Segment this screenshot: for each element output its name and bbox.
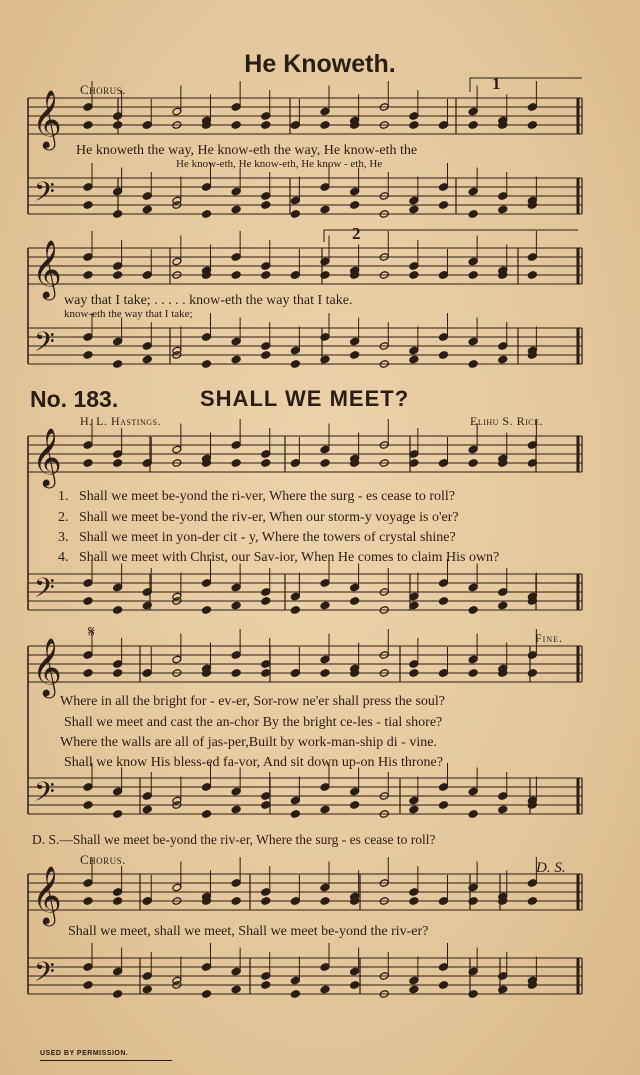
- note-head: [113, 450, 123, 459]
- ending-bracket-2: [324, 230, 578, 242]
- note-head: [113, 967, 123, 976]
- note-head: [290, 976, 300, 985]
- note-head: [231, 205, 241, 214]
- treble-clef: 𝄞: [32, 636, 62, 696]
- note-head: [498, 985, 508, 994]
- bass-clef: 𝄢: [34, 955, 55, 994]
- note-head: [142, 459, 152, 468]
- verse-text: Shall we meet in yon-der cit - y, Where the towers of crystal shine?: [79, 530, 456, 545]
- note-head: [439, 669, 449, 678]
- note-head: [409, 660, 419, 669]
- note-head: [113, 360, 123, 369]
- note-head: [320, 579, 330, 588]
- note-head: [261, 262, 271, 271]
- note-head: [439, 579, 449, 588]
- note-head: [527, 253, 537, 262]
- note-head: [290, 810, 300, 819]
- treble-clef: 𝄞: [32, 88, 62, 148]
- note-head: [409, 669, 419, 678]
- note-head: [409, 805, 419, 814]
- verse-text: Shall we meet with Christ, our Sav-ior, When He comes to claim His own?: [79, 550, 500, 565]
- note-head: [113, 888, 123, 897]
- note-head: [320, 669, 330, 678]
- note-head: [231, 253, 241, 262]
- note-head: [231, 601, 241, 610]
- hymn-title-he-knoweth: He Knoweth.: [244, 50, 396, 78]
- note-head: [261, 801, 271, 810]
- note-head: [142, 805, 152, 814]
- note-head: [83, 597, 93, 606]
- note-head: [290, 346, 300, 355]
- note-head: [409, 205, 419, 214]
- ending-bracket-1: [470, 78, 582, 92]
- verse-4-part1: [58, 550, 499, 566]
- note-head: [527, 103, 537, 112]
- ds-mark: D. S.: [536, 860, 566, 876]
- note-head: [142, 985, 152, 994]
- note-head: [261, 201, 271, 210]
- note-head: [290, 897, 300, 906]
- verse-number: 1.: [58, 489, 69, 504]
- bass-clef: 𝄢: [34, 571, 55, 610]
- note-head: [468, 669, 478, 678]
- note-head: [83, 897, 93, 906]
- verse-4-part2: Shall we know His bless-ed fa-vor, And sit down up-on His throne?: [64, 755, 443, 770]
- verse-number: 2.: [58, 510, 69, 525]
- lyrics-hymn1-line2-bass: know-eth the way that I take;: [64, 308, 193, 320]
- note-head: [290, 669, 300, 678]
- footer-rule: [40, 1060, 172, 1061]
- note-head: [409, 976, 419, 985]
- note-head: [439, 351, 449, 360]
- note-head: [261, 121, 271, 130]
- note-head: [261, 459, 271, 468]
- note-head: [350, 187, 360, 196]
- note-head: [350, 801, 360, 810]
- bass-clef: 𝄢: [34, 775, 55, 814]
- note-head: [409, 271, 419, 280]
- note-head: [261, 112, 271, 121]
- note-head: [320, 897, 330, 906]
- note-head: [142, 355, 152, 364]
- note-head: [231, 187, 241, 196]
- note-head: [409, 796, 419, 805]
- note-head: [261, 981, 271, 990]
- note-head: [320, 601, 330, 610]
- note-head: [113, 187, 123, 196]
- note-head: [409, 196, 419, 205]
- note-head: [83, 253, 93, 262]
- lyrics-hymn1-line2: way that I take; . . . . . know-eth the way that I take.: [64, 293, 353, 308]
- note-head: [113, 210, 123, 219]
- note-head: [231, 897, 241, 906]
- note-head: [202, 183, 212, 192]
- note-head: [142, 192, 152, 201]
- note-head: [350, 787, 360, 796]
- note-head: [142, 588, 152, 597]
- note-head: [290, 459, 300, 468]
- verse-3-part2: Where the walls are all of jas-per,Built by work-man-ship di - vine.: [60, 735, 437, 750]
- note-head: [113, 990, 123, 999]
- note-head: [113, 337, 123, 346]
- note-head: [172, 655, 182, 664]
- note-head: [202, 963, 212, 972]
- note-head: [439, 597, 449, 606]
- note-head: [527, 879, 537, 888]
- note-head: [290, 990, 300, 999]
- note-head: [113, 262, 123, 271]
- note-head: [527, 651, 537, 660]
- note-head: [261, 192, 271, 201]
- treble-clef: 𝄞: [32, 864, 62, 924]
- note-head: [261, 588, 271, 597]
- note-head: [320, 459, 330, 468]
- note-head: [231, 121, 241, 130]
- chorus-lyrics: Shall we meet, shall we meet, Shall we meet be-yond the riv-er?: [68, 924, 429, 939]
- note-head: [261, 450, 271, 459]
- note-head: [468, 583, 478, 592]
- note-head: [320, 121, 330, 130]
- note-head: [468, 257, 478, 266]
- note-head: [439, 897, 449, 906]
- note-head: [439, 271, 449, 280]
- note-head: [83, 651, 93, 660]
- note-head: [350, 981, 360, 990]
- note-head: [290, 271, 300, 280]
- note-head: [231, 805, 241, 814]
- note-head: [83, 183, 93, 192]
- note-head: [468, 271, 478, 280]
- note-head: [202, 606, 212, 615]
- note-head: [409, 262, 419, 271]
- note-head: [83, 333, 93, 342]
- note-head: [498, 588, 508, 597]
- note-head: [290, 196, 300, 205]
- note-head: [439, 459, 449, 468]
- note-head: [320, 655, 330, 664]
- note-head: [261, 597, 271, 606]
- note-head: [83, 963, 93, 972]
- note-head: [290, 360, 300, 369]
- note-head: [468, 787, 478, 796]
- note-head: [142, 897, 152, 906]
- note-head: [350, 201, 360, 210]
- note-head: [468, 606, 478, 615]
- note-head: [113, 897, 123, 906]
- note-head: [202, 990, 212, 999]
- hymn-composer: Elihu S. Rice.: [470, 414, 543, 428]
- segno-mark: 𝄋: [88, 624, 95, 641]
- note-head: [409, 985, 419, 994]
- note-head: [498, 355, 508, 364]
- note-head: [468, 655, 478, 664]
- note-head: [527, 271, 537, 280]
- verse-3-part1: [58, 530, 456, 546]
- note-head: [468, 121, 478, 130]
- note-head: [350, 337, 360, 346]
- note-head: [350, 351, 360, 360]
- verse-2-part2: Shall we meet and cast the an-chor By the bright ce-les - tial shore?: [64, 715, 443, 730]
- note-head: [290, 592, 300, 601]
- verse-text: Shall we meet be-yond the ri-ver, Where the surg - es cease to roll?: [79, 489, 456, 504]
- note-head: [439, 121, 449, 130]
- note-head: [468, 337, 478, 346]
- note-head: [290, 606, 300, 615]
- note-head: [439, 963, 449, 972]
- note-head: [439, 783, 449, 792]
- bass-clef: 𝄢: [34, 175, 55, 214]
- note-head: [498, 205, 508, 214]
- note-head: [320, 183, 330, 192]
- note-head: [439, 201, 449, 210]
- note-head: [113, 271, 123, 280]
- note-head: [409, 121, 419, 130]
- note-head: [83, 879, 93, 888]
- lyrics-hymn1-line1-bass: He know-eth, He know-eth, He know - eth, He: [176, 158, 383, 170]
- verse-1-part1: [58, 489, 455, 505]
- treble-clef: 𝄞: [32, 426, 62, 486]
- note-head: [83, 981, 93, 990]
- note-head: [83, 459, 93, 468]
- verse-1-part2: Where in all the bright for - ev-er, Sor-row ne'er shall press the soul?: [60, 694, 445, 709]
- note-head: [261, 660, 271, 669]
- note-head: [142, 342, 152, 351]
- note-head: [320, 783, 330, 792]
- note-head: [231, 787, 241, 796]
- note-head: [231, 355, 241, 364]
- note-head: [142, 205, 152, 214]
- note-head: [113, 606, 123, 615]
- note-head: [439, 801, 449, 810]
- note-head: [202, 210, 212, 219]
- ending-2-marker: 2: [352, 224, 361, 243]
- note-head: [113, 112, 123, 121]
- note-head: [409, 897, 419, 906]
- note-head: [320, 445, 330, 454]
- note-head: [83, 201, 93, 210]
- note-head: [231, 879, 241, 888]
- fine-mark: Fine.: [535, 631, 564, 645]
- note-head: [468, 445, 478, 454]
- note-head: [439, 183, 449, 192]
- treble-clef: 𝄞: [32, 238, 62, 298]
- note-head: [498, 792, 508, 801]
- verse-number: 4.: [58, 550, 69, 565]
- note-head: [261, 792, 271, 801]
- note-head: [113, 660, 123, 669]
- hymn-author: H. L. Hastings.: [80, 414, 161, 428]
- note-head: [261, 669, 271, 678]
- hymn-number: No. 183.: [30, 386, 119, 412]
- note-head: [290, 121, 300, 130]
- note-head: [350, 967, 360, 976]
- note-head: [231, 337, 241, 346]
- note-head: [527, 121, 537, 130]
- note-head: [231, 459, 241, 468]
- note-head: [202, 333, 212, 342]
- note-head: [172, 883, 182, 892]
- note-head: [261, 351, 271, 360]
- note-head: [498, 342, 508, 351]
- note-head: [83, 351, 93, 360]
- note-head: [202, 360, 212, 369]
- note-head: [498, 805, 508, 814]
- note-head: [83, 271, 93, 280]
- note-head: [261, 271, 271, 280]
- note-head: [409, 112, 419, 121]
- note-head: [231, 985, 241, 994]
- note-head: [290, 210, 300, 219]
- note-head: [290, 796, 300, 805]
- permission-note: USED BY PERMISSION.: [40, 1050, 129, 1057]
- note-head: [439, 333, 449, 342]
- chorus-label-2: Chorus.: [80, 852, 126, 867]
- note-head: [231, 669, 241, 678]
- note-head: [261, 897, 271, 906]
- note-head: [172, 257, 182, 266]
- note-head: [231, 583, 241, 592]
- note-head: [231, 441, 241, 450]
- note-head: [83, 121, 93, 130]
- note-head: [468, 459, 478, 468]
- note-head: [261, 888, 271, 897]
- note-head: [320, 963, 330, 972]
- note-head: [498, 192, 508, 201]
- note-head: [498, 972, 508, 981]
- note-head: [498, 601, 508, 610]
- bass-clef: 𝄢: [34, 325, 55, 364]
- note-head: [202, 783, 212, 792]
- note-head: [113, 121, 123, 130]
- note-head: [113, 583, 123, 592]
- note-head: [468, 810, 478, 819]
- note-head: [83, 103, 93, 112]
- note-head: [142, 792, 152, 801]
- note-head: [261, 342, 271, 351]
- note-head: [142, 972, 152, 981]
- lyrics-hymn1-line1: He knoweth the way, He know-eth the way, He know-eth the: [76, 143, 418, 158]
- ds-lyrics-line: D. S.—Shall we meet be-yond the riv-er, Where the surg - es cease to roll?: [32, 832, 436, 847]
- note-head: [202, 579, 212, 588]
- note-head: [83, 801, 93, 810]
- note-head: [261, 972, 271, 981]
- note-head: [142, 669, 152, 678]
- note-head: [320, 205, 330, 214]
- note-head: [83, 579, 93, 588]
- note-head: [320, 883, 330, 892]
- chorus-label-1: Chorus.: [80, 82, 126, 97]
- note-head: [409, 346, 419, 355]
- verse-2-part1: [58, 510, 459, 526]
- note-head: [468, 107, 478, 116]
- note-head: [231, 103, 241, 112]
- note-head: [231, 271, 241, 280]
- note-head: [320, 985, 330, 994]
- note-head: [142, 271, 152, 280]
- note-head: [142, 601, 152, 610]
- note-head: [409, 355, 419, 364]
- verse-number: 3.: [58, 530, 69, 545]
- note-head: [231, 967, 241, 976]
- note-head: [527, 669, 537, 678]
- note-head: [113, 810, 123, 819]
- note-head: [320, 107, 330, 116]
- note-head: [468, 210, 478, 219]
- note-head: [113, 787, 123, 796]
- verse-text: Shall we meet be-yond the riv-er, When our storm-y voyage is o'er?: [79, 510, 459, 525]
- note-head: [468, 187, 478, 196]
- note-head: [350, 583, 360, 592]
- note-head: [172, 107, 182, 116]
- note-head: [83, 783, 93, 792]
- note-head: [527, 897, 537, 906]
- note-head: [350, 597, 360, 606]
- note-head: [172, 445, 182, 454]
- note-head: [320, 805, 330, 814]
- note-head: [202, 810, 212, 819]
- note-head: [409, 888, 419, 897]
- note-head: [113, 669, 123, 678]
- hymn-title-shall-we-meet: SHALL WE MEET?: [200, 386, 410, 411]
- note-head: [83, 669, 93, 678]
- note-head: [468, 360, 478, 369]
- note-head: [231, 651, 241, 660]
- note-head: [113, 459, 123, 468]
- ending-1-marker: 1: [492, 74, 501, 93]
- note-head: [83, 441, 93, 450]
- note-head: [439, 981, 449, 990]
- note-head: [142, 121, 152, 130]
